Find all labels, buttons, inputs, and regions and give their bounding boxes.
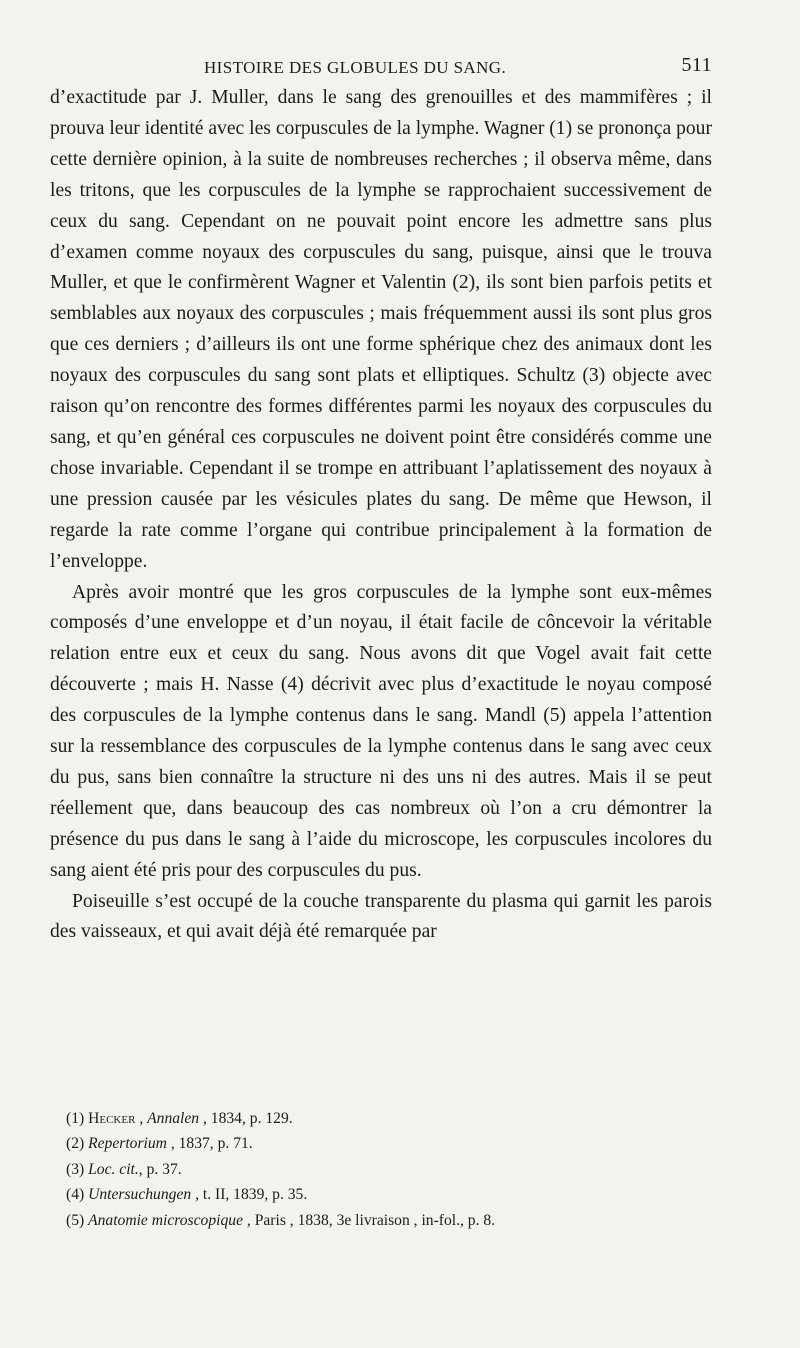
footnote-title: Annalen	[147, 1110, 200, 1127]
footnote-reference: , Paris , 1838, 3e livraison , in-fol., p. 8.	[243, 1211, 496, 1229]
footnote-title: Loc. cit.	[88, 1160, 139, 1178]
footnote-marker: (3)	[66, 1160, 85, 1178]
footnote	[66, 1106, 716, 1131]
footnote	[66, 1182, 716, 1207]
footnote-separator: ,	[135, 1110, 148, 1127]
page-header	[204, 54, 712, 82]
footnote-title: Anatomie microscopique	[88, 1211, 243, 1229]
footnote-title: Untersuchungen	[88, 1186, 192, 1204]
footnote-title: Repertorium	[88, 1135, 167, 1153]
footnotes	[66, 1106, 716, 1233]
footnote-marker: (4)	[66, 1186, 85, 1204]
footnote-marker: (5)	[66, 1211, 85, 1229]
running-title: HISTOIRE DES GLOBULES DU SANG.	[204, 58, 507, 77]
paragraph: d’exactitude par J. Muller, dans le sang des grenouilles et des mammifères ; il prouva leur identité avec les corpuscules de la lymphe. Wagner (1) se prononça pour cette dernière opinion, à la suite de nombreuses recherches ; il observa même, dans les tritons, que les corpuscules de la lymphe se rapprochaient successivement de ceux du sang. Cependant on ne pouvait point encore les admettre sans plus d’examen comme noyaux des corpuscules du sang, puisque, ainsi que le trouva Muller, et que le confirmèrent Wagner et Valentin (2), ils sont bien parfois petits et semblables aux noyaux des corpuscules ; mais fréquemment aussi ils sont plus gros que ces derniers ; d’ailleurs ils ont une forme sphérique chez des animaux dont les noyaux des corpuscules du sang sont plats et elliptiques. Schultz (3) objecte avec raison qu’on rencontre des formes différentes parmi les noyaux des corpuscules du sang, et qu’en général ces corpuscules ne doivent point être considérés comme une chose invariable. Cependant il se trompe en attribuant l’aplatissement des noyaux à une pression causée par les vésicules plates du sang. De même que Hewson, il regarde la rate comme l’organe qui contribue principalement à la formation de l’enveloppe.	[50, 87, 712, 572]
footnote-reference: , 1834, p. 129.	[199, 1110, 293, 1127]
page-number: 511	[681, 54, 712, 76]
paragraph: Après avoir montré que les gros corpuscules de la lymphe sont eux-mêmes composés d’une enveloppe et d’un noyau, il était facile de côncevoir la véritable relation entre eux et ceux du sang. Nous avons dit que Vogel avait fait cette découverte ; mais H. Nasse (4) décrivit avec plus d’exactitude le noyau composé des corpuscules de la lymphe contenus dans le sang. Mandl (5) appela l’attention sur la ressemblance des corpuscules de la lymphe contenus dans le sang avec ceux du pus, sans bien connaître la structure ni des uns ni des autres. Mais il se peut réellement que, dans beaucoup des cas nombreux où l’on a cru démontrer la présence du pus dans le sang à l’aide du microscope, les corpuscules incolores du sang aient été pris pour des corpuscules du pus.	[50, 581, 712, 881]
body-text	[50, 83, 712, 948]
footnote-author: Hecker	[88, 1110, 136, 1127]
footnote-reference: , 1837, p. 71.	[166, 1135, 253, 1153]
footnote-reference: , p. 37.	[138, 1160, 182, 1178]
footnote-reference: , t. II, 1839, p. 35.	[191, 1186, 308, 1204]
footnote	[66, 1131, 716, 1156]
footnote	[66, 1208, 716, 1233]
footnote-marker: (2)	[66, 1135, 85, 1153]
footnote-marker: (1)	[66, 1110, 85, 1127]
footnote	[66, 1157, 716, 1182]
paragraph: Poiseuille s’est occupé de la couche transparente du plasma qui garnit les parois des vaisseaux, et qui avait déjà été remarquée par	[50, 890, 712, 943]
